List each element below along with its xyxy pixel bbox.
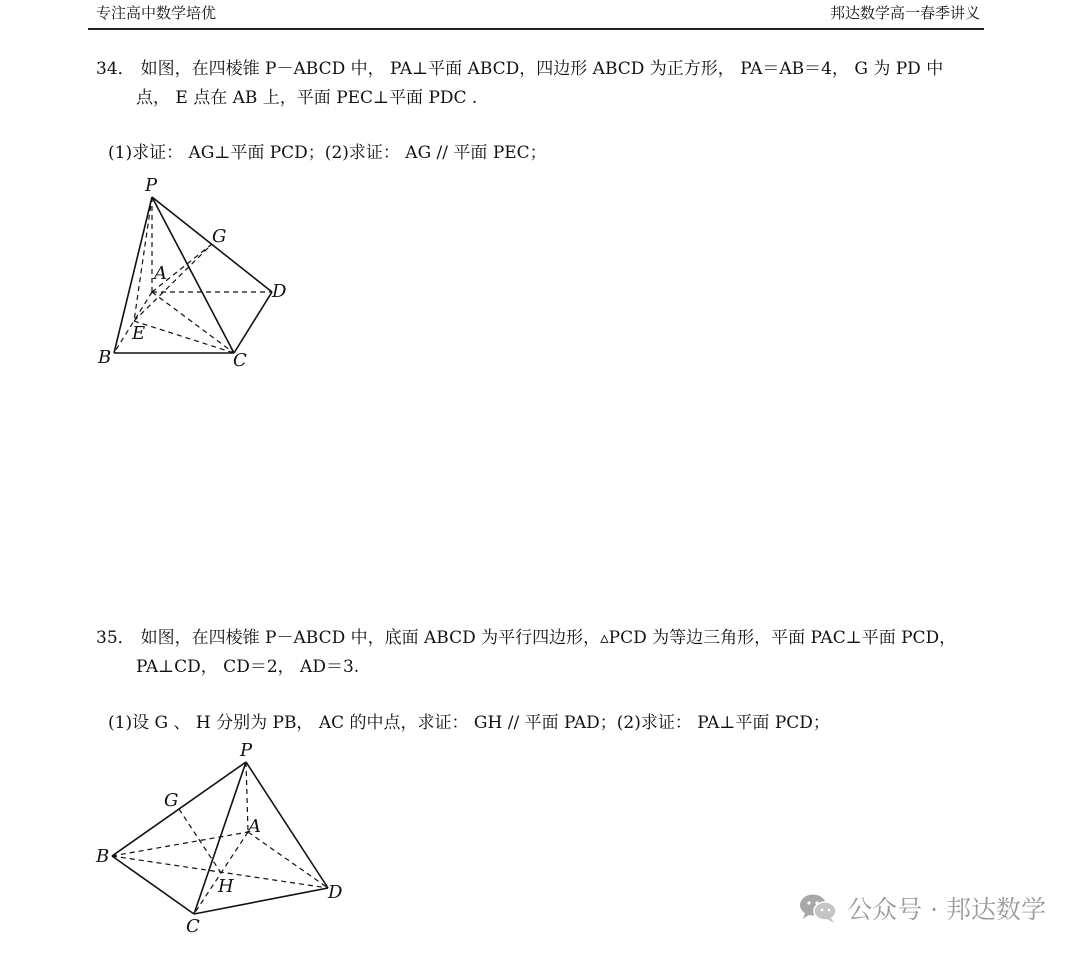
edge-CD bbox=[194, 888, 328, 914]
label-C: C bbox=[186, 916, 200, 937]
label-D: D bbox=[272, 281, 287, 302]
problem-34-figure bbox=[96, 175, 296, 375]
label-G: G bbox=[212, 226, 227, 247]
label-A: A bbox=[154, 263, 167, 284]
problem-34-line-1: 如图，在四棱锥 P－ABCD 中， PA⊥平面 ABCD，四边形 ABCD 为正方形， PA＝AB＝4， G 为 PD 中 bbox=[140, 59, 944, 79]
edge-GH bbox=[179, 809, 221, 873]
page-header bbox=[88, 0, 984, 30]
label-B: B bbox=[96, 846, 110, 867]
problem-35-statement bbox=[96, 624, 956, 682]
problem-35-line-2: PA⊥CD， CD＝2， AD＝3. bbox=[136, 657, 360, 677]
label-P: P bbox=[145, 175, 158, 196]
header-left-title: 专注高中数学培优 bbox=[96, 4, 217, 22]
label-C: C bbox=[233, 350, 247, 371]
edge-BA bbox=[112, 832, 248, 856]
problem-35-number: 35． bbox=[96, 628, 135, 648]
problem-34-statement bbox=[96, 55, 943, 113]
problem-34-line-2: 点， E 点在 AB 上，平面 PEC⊥平面 PDC . bbox=[136, 88, 478, 108]
label-G: G bbox=[164, 790, 179, 811]
problem-35-figure bbox=[92, 740, 352, 940]
wechat-icon bbox=[799, 892, 837, 924]
problem-34-number: 34． bbox=[96, 59, 135, 79]
watermark bbox=[799, 888, 1046, 928]
edge-BC bbox=[112, 856, 194, 914]
header-right-title: 邦达数学高一春季讲义 bbox=[829, 4, 980, 22]
problem-35-questions: (1)设 G 、 H 分别为 PB， AC 的中点，求证： GH // 平面 PAD；(2)求证： PA⊥平面 PCD； bbox=[108, 713, 830, 733]
label-A: A bbox=[248, 816, 261, 837]
edge-CD bbox=[234, 292, 272, 353]
label-H: H bbox=[218, 876, 234, 897]
edge-AC bbox=[152, 292, 234, 353]
label-D: D bbox=[328, 882, 343, 903]
label-P: P bbox=[240, 740, 253, 761]
edge-AD bbox=[248, 832, 328, 888]
edge-EG bbox=[134, 244, 212, 321]
label-B: B bbox=[98, 347, 112, 368]
watermark-text: 公众号 · 邦达数学 bbox=[847, 895, 1046, 924]
label-E: E bbox=[132, 323, 146, 344]
problem-34-questions: (1)求证： AG⊥平面 PCD；(2)求证： AG // 平面 PEC； bbox=[108, 143, 547, 163]
problem-35-line-1: 如图，在四棱锥 P－ABCD 中，底面 ABCD 为平行四边形，▵PCD 为等边三角形，平面 PAC⊥平面 PCD， bbox=[140, 628, 957, 648]
